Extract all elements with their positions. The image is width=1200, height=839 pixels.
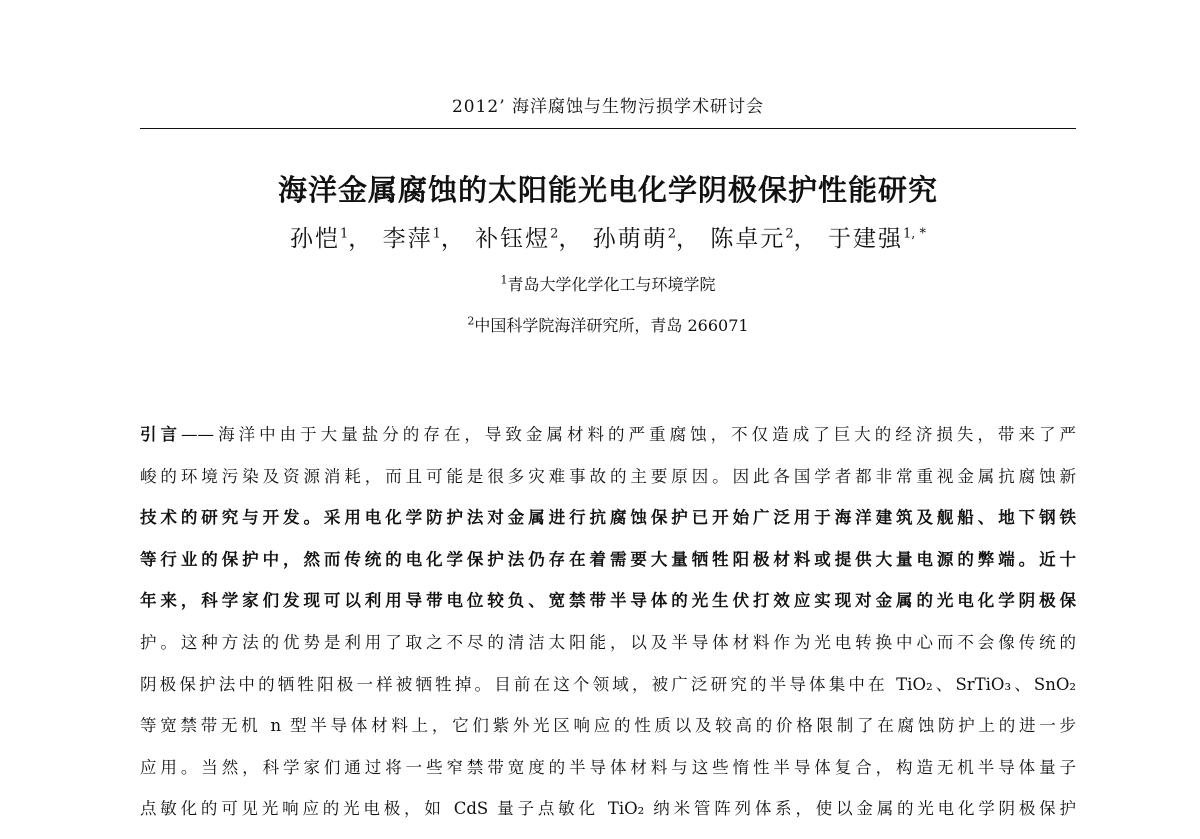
body-line: 护。这种方法的优势是利用了取之不尽的清洁太阳能，以及半导体材料作为光电转换中心而不会像传统的 bbox=[140, 632, 1076, 652]
body-line: 技术的研究与开发。采用电化学防护法对金属进行抗腐蚀保护已开始广泛用于海洋建筑及舰船、地下钢铁 bbox=[140, 508, 1076, 528]
body-line: 应用。当然，科学家们通过将一些窄禁带宽度的半导体材料与这些惰性半导体复合，构造无机半导体量子 bbox=[140, 757, 1076, 777]
author: 陈卓元$^2$ bbox=[710, 226, 794, 252]
body-line: 引言——海洋中由于大量盐分的存在，导致金属材料的严重腐蚀，不仅造成了巨大的经济损失，带来了严 bbox=[140, 425, 1076, 444]
affiliation-1: $^1$青岛大学化学化工与环境学院 bbox=[500, 273, 716, 294]
author: 于建强$^{1, *}$ bbox=[827, 226, 926, 252]
body-line: 峻的环境污染及资源消耗，而且可能是很多灾难事故的主要原因。因此各国学者都非常重视金属抗腐蚀新 bbox=[140, 466, 1076, 486]
author: 孙恺$^1$ bbox=[289, 226, 349, 252]
affiliation-2: $^2$中国科学院海洋研究所，青岛 266071 bbox=[467, 314, 749, 335]
author: 补钰煜$^2$ bbox=[475, 226, 559, 252]
paper-title: 海洋金属腐蚀的太阳能光电化学阴极保护性能研究 bbox=[277, 173, 938, 207]
author-list: 孙恺$^1$， 李萍$^1$， 补钰煜$^2$， 孙萌萌$^2$， 陈卓元$^2$， 于建强$^{1, *}$ bbox=[289, 226, 926, 252]
body-line: 等行业的保护中，然而传统的电化学保护法仍存在着需要大量牺牲阳极材料或提供大量电源的弊端。近十 bbox=[140, 549, 1076, 569]
header-rule bbox=[140, 128, 1076, 129]
conference-header: 2012’ 海洋腐蚀与生物污损学术研讨会 bbox=[451, 97, 765, 117]
author: 李萍$^1$ bbox=[382, 226, 441, 252]
intro-lead: 引言 bbox=[140, 425, 182, 444]
body-line: 阴极保护法中的牺牲阳极一样被牺牲掉。目前在这个领域，被广泛研究的半导体集中在 TiO₂、SrTiO₃、SnO₂ bbox=[140, 674, 1076, 694]
introduction-body bbox=[140, 423, 1076, 839]
body-line: 年来，科学家们发现可以利用导带电位较负、宽禁带半导体的光生伏打效应实现对金属的光电化学阴极保 bbox=[140, 591, 1076, 611]
body-line: 点敏化的可见光响应的光电极，如 CdS 量子点敏化 TiO₂ 纳米管阵列体系，使以金属的光电化学阴极保护 bbox=[140, 799, 1076, 819]
body-line: 等宽禁带无机 n 型半导体材料上，它们紫外光区响应的性质以及较高的价格限制了在腐蚀防护上的进一步 bbox=[140, 716, 1076, 736]
author: 孙萌萌$^2$ bbox=[592, 226, 677, 252]
